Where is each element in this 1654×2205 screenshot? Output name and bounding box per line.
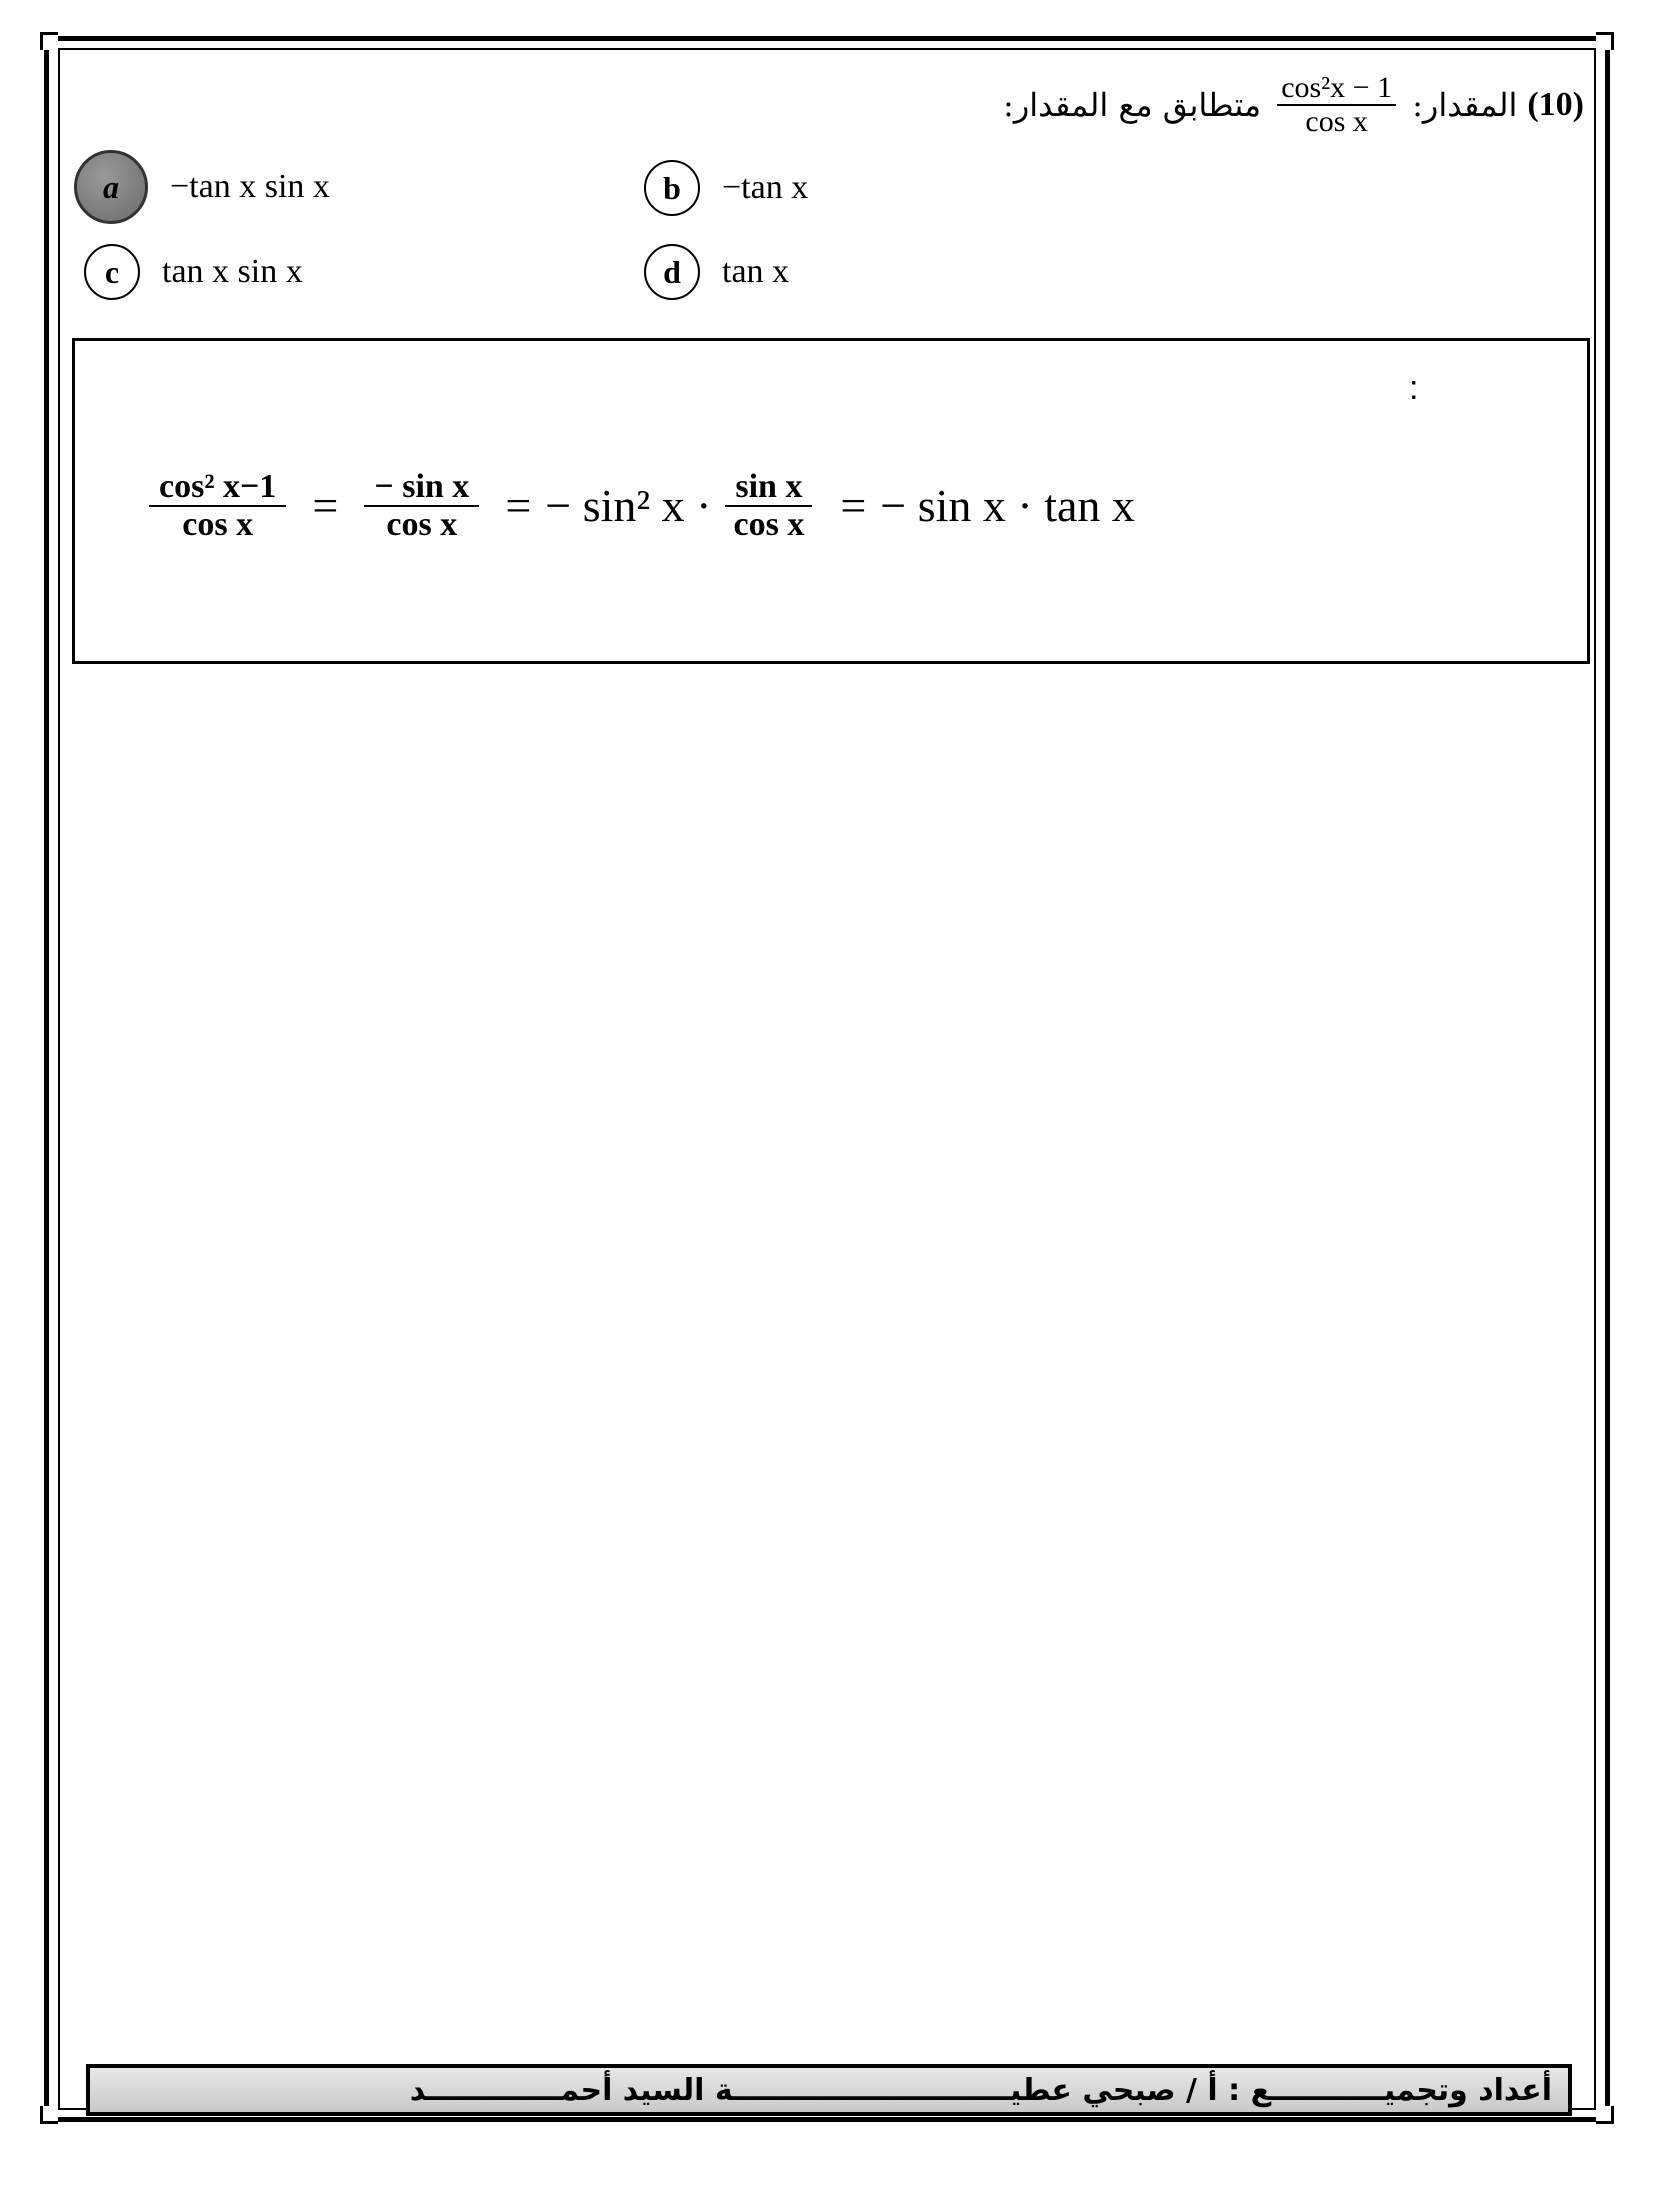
equals-sign: = xyxy=(505,480,532,532)
equals-sign: = xyxy=(840,480,867,532)
fraction-denominator: cos x xyxy=(386,505,458,543)
fraction-denominator: cos x xyxy=(1305,104,1368,138)
choice-text-d: tan x xyxy=(722,253,790,290)
author-footer xyxy=(86,2064,1572,2116)
question-text-after: متطابق مع المقدار: xyxy=(1003,85,1262,124)
question-fraction xyxy=(1277,72,1396,137)
fraction-numerator: − sin x xyxy=(364,469,479,507)
choice-c[interactable] xyxy=(84,244,303,300)
choice-bubble-c[interactable]: c xyxy=(84,244,140,300)
fraction-denominator: cos x xyxy=(733,505,805,543)
border-corner-ornament xyxy=(1596,2106,1614,2124)
solution-fraction-3 xyxy=(724,469,815,542)
question-stem xyxy=(1003,72,1584,137)
fraction-numerator: cos² x−1 xyxy=(149,469,286,507)
border-corner-ornament xyxy=(1596,32,1614,50)
equals-sign: = xyxy=(312,480,339,532)
fraction-denominator: cos x xyxy=(182,505,254,543)
solution-fraction-2 xyxy=(364,469,479,542)
choice-d[interactable] xyxy=(644,244,789,300)
solution-fraction-1 xyxy=(149,469,286,542)
solution-colon: : xyxy=(1409,369,1419,407)
choice-bubble-b[interactable]: b xyxy=(644,160,700,216)
fraction-numerator: cos²x − 1 xyxy=(1277,72,1396,106)
choice-text-c: tan x sin x xyxy=(162,253,303,290)
choice-b[interactable] xyxy=(644,160,808,216)
border-corner-ornament xyxy=(40,32,58,50)
solution-box xyxy=(72,338,1590,664)
choice-text-b: −tan x xyxy=(722,169,809,206)
question-text-before: المقدار: xyxy=(1412,85,1518,124)
choice-a[interactable] xyxy=(74,150,330,224)
footer-text: أعداد وتجميـــــــــــع : أ / صبحي عطيـــــــــــــــــــــــــــة السيد أحمـــــــــــــد xyxy=(409,2072,1552,2108)
question-number: (10) xyxy=(1527,85,1584,123)
solution-expression xyxy=(137,469,1135,542)
choice-text-a: −tan x sin x xyxy=(170,168,330,205)
choice-bubble-d[interactable]: d xyxy=(644,244,700,300)
choice-bubble-a[interactable]: a xyxy=(74,150,148,224)
solution-step-3: − sin² x · xyxy=(545,480,712,532)
fraction-numerator: sin x xyxy=(725,469,812,507)
solution-result: − sin x · tan x xyxy=(880,480,1135,532)
border-corner-ornament xyxy=(40,2106,58,2124)
